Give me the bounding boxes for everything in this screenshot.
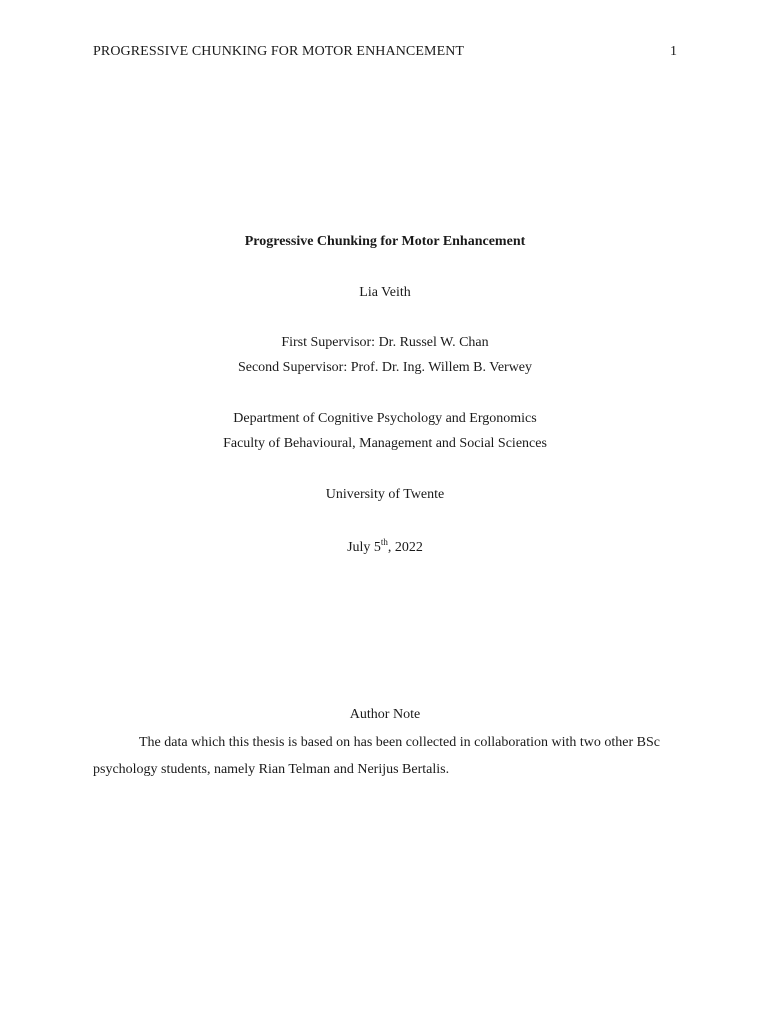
author-name: Lia Veith bbox=[359, 285, 411, 300]
second-supervisor: Second Supervisor: Prof. Dr. Ing. Willem B. Verwey bbox=[237, 360, 533, 375]
university: University of Twente bbox=[325, 487, 445, 502]
author-note-heading: Author Note bbox=[349, 707, 421, 722]
date-day: July 5 bbox=[347, 540, 381, 555]
thesis-title: Progressive Chunking for Motor Enhancement bbox=[244, 234, 526, 249]
running-head: PROGRESSIVE CHUNKING FOR MOTOR ENHANCEMENT bbox=[93, 44, 465, 59]
submission-date bbox=[0, 537, 770, 556]
department: Department of Cognitive Psychology and Ergonomics bbox=[233, 411, 537, 426]
first-supervisor: First Supervisor: Dr. Russel W. Chan bbox=[281, 335, 489, 350]
page-number: 1 bbox=[670, 44, 677, 59]
author-note-text: The data which this thesis is based on has been collected in collaboration with two other BSc psychology students, namely Rian Telman and Nerijus Bertalis. bbox=[93, 735, 660, 777]
faculty: Faculty of Behavioural, Management and Social Sciences bbox=[223, 436, 547, 451]
date-year: , 2022 bbox=[387, 540, 423, 555]
date-ordinal: th bbox=[380, 537, 388, 547]
